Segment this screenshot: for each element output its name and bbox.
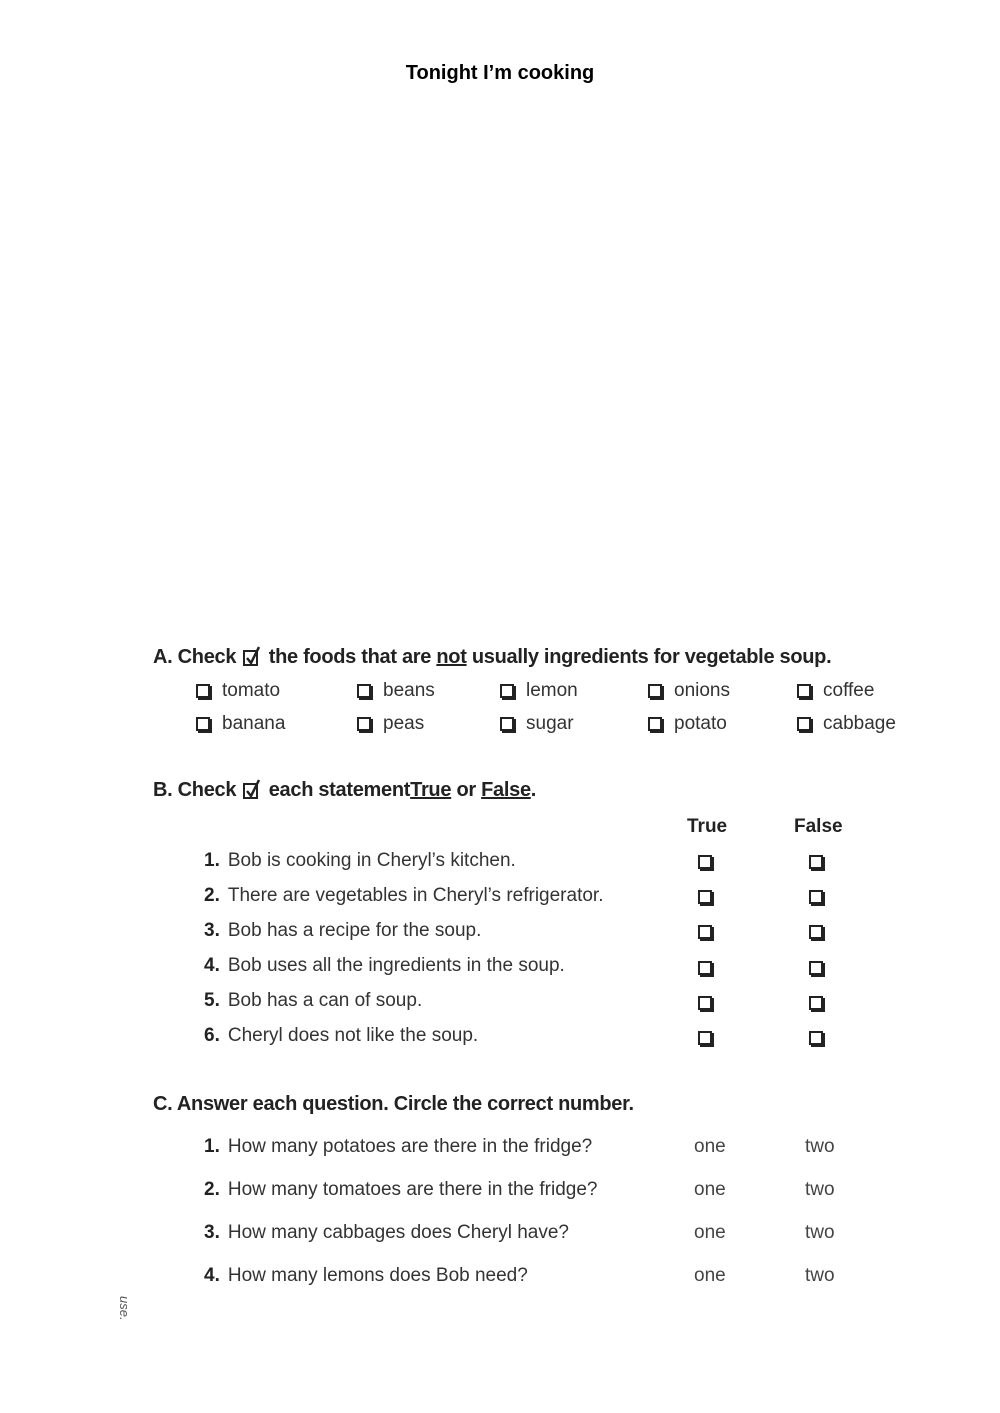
statement-row — [204, 990, 422, 1012]
checkmark-icon — [243, 646, 261, 666]
food-label: lemon — [526, 680, 578, 701]
food-label: beans — [383, 680, 435, 701]
statement-row — [204, 1025, 478, 1047]
section-b-heading-mid: each statement — [268, 779, 411, 801]
food-item-beans[interactable] — [357, 680, 435, 702]
food-item-coffee[interactable] — [797, 680, 874, 702]
false-checkbox-3[interactable] — [809, 925, 823, 939]
column-header-true: True — [687, 816, 728, 837]
checkbox-icon[interactable] — [797, 684, 811, 698]
answer-option-two[interactable]: two — [805, 1265, 835, 1286]
statement-text: Bob is cooking in Cheryl’s kitchen. — [227, 850, 516, 871]
question-text: How many lemons does Bob need? — [227, 1265, 528, 1286]
food-label: tomato — [222, 680, 281, 701]
true-checkbox-6[interactable] — [698, 1031, 712, 1045]
checkbox-icon[interactable] — [648, 717, 662, 731]
false-checkbox-6[interactable] — [809, 1031, 823, 1045]
food-item-onions[interactable] — [648, 680, 730, 702]
side-note: use. — [117, 1296, 132, 1321]
checkbox-icon[interactable] — [500, 717, 514, 731]
checkmark-icon — [243, 779, 261, 799]
answer-option-one[interactable]: one — [694, 1136, 726, 1157]
food-item-lemon[interactable] — [500, 680, 578, 702]
answer-option-one[interactable]: one — [694, 1265, 726, 1286]
section-a-heading-mid: the foods that are — [268, 646, 432, 668]
question-text: How many cabbages does Cheryl have? — [227, 1222, 569, 1243]
food-label: coffee — [823, 680, 875, 701]
question-number: 2. — [204, 1179, 220, 1200]
food-item-sugar[interactable] — [500, 713, 574, 735]
section-a-heading-post: usually ingredients for vegetable soup. — [471, 646, 832, 668]
true-checkbox-5[interactable] — [698, 996, 712, 1010]
question-row — [204, 1265, 528, 1287]
food-label: sugar — [526, 713, 574, 734]
statement-number: 3. — [204, 920, 220, 941]
checkbox-icon[interactable] — [357, 717, 371, 731]
statement-text: Bob has a recipe for the soup. — [227, 920, 482, 941]
true-checkbox-4[interactable] — [698, 961, 712, 975]
food-item-tomato[interactable] — [196, 680, 280, 702]
food-label: banana — [222, 713, 286, 734]
answer-option-one[interactable]: one — [694, 1222, 726, 1243]
question-text: How many tomatoes are there in the fridge? — [227, 1179, 598, 1200]
question-number: 1. — [204, 1136, 220, 1157]
statement-row — [204, 850, 516, 872]
statement-number: 5. — [204, 990, 220, 1011]
statement-number: 4. — [204, 955, 220, 976]
section-b-heading-true: True — [410, 779, 452, 801]
answer-option-one[interactable]: one — [694, 1179, 726, 1200]
statement-number: 6. — [204, 1025, 220, 1046]
food-label: peas — [383, 713, 425, 734]
answer-option-two[interactable]: two — [805, 1222, 835, 1243]
food-item-cabbage[interactable] — [797, 713, 896, 735]
food-label: cabbage — [823, 713, 896, 734]
true-checkbox-1[interactable] — [698, 855, 712, 869]
checkbox-icon[interactable] — [500, 684, 514, 698]
false-checkbox-5[interactable] — [809, 996, 823, 1010]
checkbox-icon[interactable] — [196, 684, 210, 698]
section-c-heading: C. Answer each question. Circle the correct number. — [153, 1093, 634, 1115]
question-number: 3. — [204, 1222, 220, 1243]
section-b-heading-pre: B. Check — [153, 779, 237, 801]
section-b-heading — [153, 779, 536, 802]
statement-row — [204, 885, 603, 907]
answer-option-two[interactable]: two — [805, 1179, 835, 1200]
section-a-heading — [153, 646, 831, 669]
statement-number: 1. — [204, 850, 220, 871]
statement-text: There are vegetables in Cheryl’s refrigerator. — [227, 885, 604, 906]
checkbox-icon[interactable] — [196, 717, 210, 731]
false-checkbox-2[interactable] — [809, 890, 823, 904]
checkbox-icon[interactable] — [797, 717, 811, 731]
true-checkbox-2[interactable] — [698, 890, 712, 904]
food-item-potato[interactable] — [648, 713, 727, 735]
false-checkbox-1[interactable] — [809, 855, 823, 869]
food-label: potato — [674, 713, 727, 734]
checkbox-icon[interactable] — [648, 684, 662, 698]
statement-text: Cheryl does not like the soup. — [227, 1025, 479, 1046]
section-a-heading-pre: A. Check — [153, 646, 237, 668]
question-row — [204, 1179, 598, 1201]
checkbox-icon[interactable] — [357, 684, 371, 698]
food-item-banana[interactable] — [196, 713, 285, 735]
false-checkbox-4[interactable] — [809, 961, 823, 975]
question-number: 4. — [204, 1265, 220, 1286]
statement-text: Bob has a can of soup. — [227, 990, 423, 1011]
answer-option-two[interactable]: two — [805, 1136, 835, 1157]
section-a-heading-not: not — [436, 646, 467, 668]
food-label: onions — [674, 680, 730, 701]
question-row — [204, 1136, 592, 1158]
statement-number: 2. — [204, 885, 220, 906]
section-b-heading-end: . — [530, 779, 537, 801]
section-b-heading-or: or — [456, 779, 476, 801]
question-row — [204, 1222, 569, 1244]
statement-text: Bob uses all the ingredients in the soup. — [227, 955, 565, 976]
section-b-heading-false: False — [481, 779, 531, 801]
question-text: How many potatoes are there in the fridge? — [227, 1136, 593, 1157]
column-header-false: False — [794, 816, 843, 837]
food-item-peas[interactable] — [357, 713, 424, 735]
true-checkbox-3[interactable] — [698, 925, 712, 939]
page-title: Tonight I’m cooking — [405, 62, 595, 84]
statement-row — [204, 955, 565, 977]
statement-row — [204, 920, 481, 942]
